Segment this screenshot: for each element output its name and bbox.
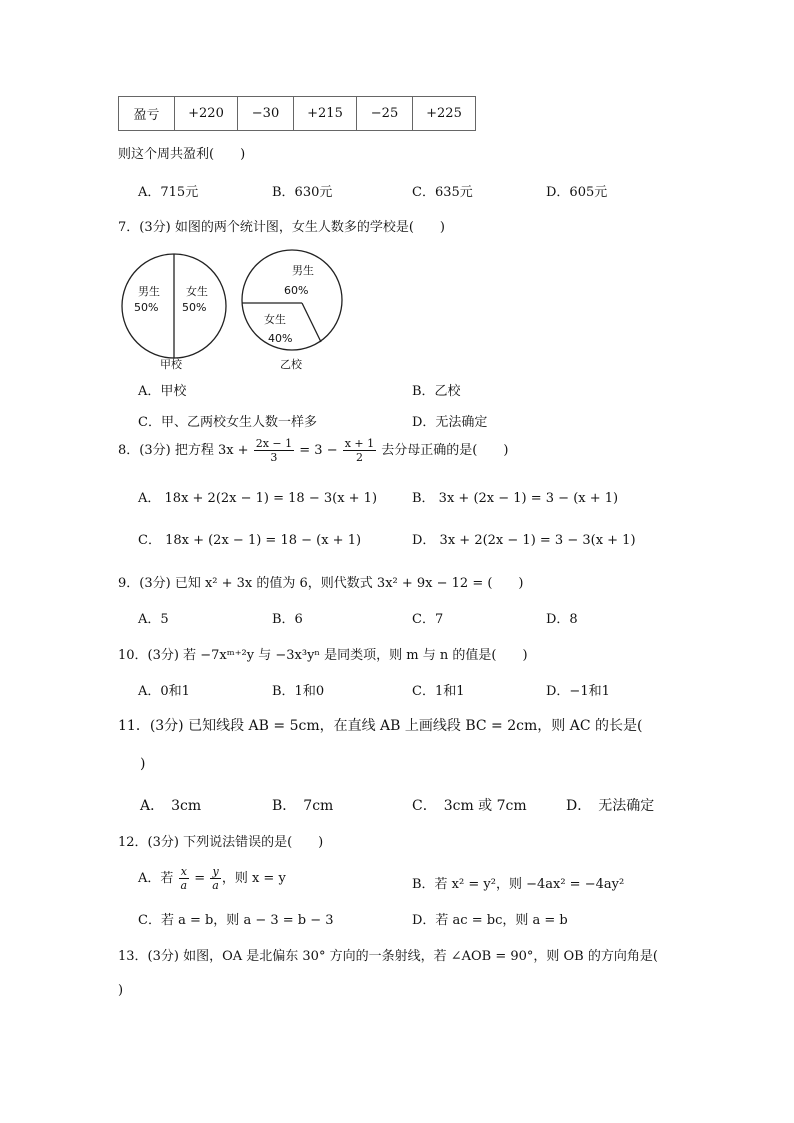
q6-option-c: C．635元 bbox=[412, 185, 473, 200]
pie-b-girl-label: 女生 bbox=[264, 313, 286, 326]
q12-option-b: B．若 x² = y²，则 −4ax² = −4ay² bbox=[412, 877, 625, 892]
q6-stem: 则这个周共盈利( ) bbox=[118, 147, 246, 162]
q12-stem: 12．(3分) 下列说法错误的是( ) bbox=[118, 835, 324, 850]
q12-option-d: D．若 ac = bc，则 a = b bbox=[412, 913, 568, 928]
q8-text-post: 去分母正确的是( ) bbox=[377, 443, 509, 458]
q10-stem: 10．(3分) 若 −7xᵐ⁺²y 与 −3x³yⁿ 是同类项，则 m 与 n 的值是( ) bbox=[118, 648, 528, 663]
q9-option-b: B．6 bbox=[272, 612, 303, 627]
q9-option-d: D．8 bbox=[546, 612, 578, 627]
q9-option-c: C．7 bbox=[412, 612, 444, 627]
table-header-cell: 盈亏 bbox=[119, 97, 175, 131]
q10-option-b: B．1和0 bbox=[272, 684, 325, 699]
q11-stem: 11．(3分) 已知线段 AB = 5cm，在直线 AB 上画线段 BC = 2cm，则 AC 的长是( bbox=[118, 718, 643, 734]
q10-option-a: A．0和1 bbox=[138, 684, 190, 699]
pie-a-girl-pct: 50% bbox=[182, 301, 207, 314]
q11-option-c: C． 3cm 或 7cm bbox=[412, 798, 527, 814]
q7-pie-charts bbox=[118, 248, 348, 373]
q8-option-d: D． 3x + 2(2x − 1) = 3 − 3(x + 1) bbox=[412, 533, 636, 548]
q10-option-c: C．1和1 bbox=[412, 684, 465, 699]
q13-stem: 13．(3分) 如图，OA 是北偏东 30° 方向的一条射线，若 ∠AOB = 90°，则 OB 的方向角是( bbox=[118, 949, 658, 964]
q8-fraction-1: $\frac{2x - 1}{3}$ bbox=[255, 437, 293, 464]
table-cell: +225 bbox=[413, 97, 476, 131]
q11-option-b: B． 7cm bbox=[272, 798, 334, 814]
q11-stem-cont: ) bbox=[140, 756, 146, 772]
q8-text-mid: = 3 − bbox=[295, 443, 342, 458]
table-cell: +220 bbox=[175, 97, 238, 131]
q11-option-a: A． 3cm bbox=[140, 798, 202, 814]
q12-fraction-1: $\frac{x}{a}$ bbox=[180, 865, 188, 892]
pie-a-boy-label: 男生 bbox=[138, 285, 160, 298]
table-cell: −25 bbox=[357, 97, 413, 131]
table-cell: −30 bbox=[238, 97, 294, 131]
pie-a-caption: 甲校 bbox=[160, 358, 182, 371]
q12-option-a: A．若 $\frac{x}{a}$ = $\frac{y}{a}$ ，则 x = y bbox=[138, 865, 286, 892]
q8-option-c: C． 18x + (2x − 1) = 18 − (x + 1) bbox=[138, 533, 362, 548]
q8-option-b: B． 3x + (2x − 1) = 3 − (x + 1) bbox=[412, 491, 619, 506]
q7-option-b: B．乙校 bbox=[412, 384, 461, 399]
q8-stem bbox=[118, 437, 508, 464]
q7-option-a: A．甲校 bbox=[138, 384, 187, 399]
q12-fraction-2: $\frac{y}{a}$ bbox=[212, 865, 219, 892]
q7-option-c: C．甲、乙两校女生人数一样多 bbox=[138, 415, 317, 430]
q12-option-c: C．若 a = b，则 a − 3 = b − 3 bbox=[138, 913, 334, 928]
q8-text-pre: 8．(3分) 把方程 3x + bbox=[118, 443, 253, 458]
table-cell: +215 bbox=[294, 97, 357, 131]
pie-b-caption: 乙校 bbox=[280, 358, 302, 371]
q10-option-d: D．−1和1 bbox=[546, 684, 610, 699]
pie-b-radius-2 bbox=[302, 303, 321, 342]
q8-option-a: A． 18x + 2(2x − 1) = 18 − 3(x + 1) bbox=[138, 491, 378, 506]
q6-option-a: A．715元 bbox=[138, 185, 199, 200]
q6-option-d: D．605元 bbox=[546, 185, 608, 200]
q9-stem: 9．(3分) 已知 x² + 3x 的值为 6，则代数式 3x² + 9x − 12 = ( ) bbox=[118, 576, 524, 591]
q9-option-a: A．5 bbox=[138, 612, 169, 627]
profit-table bbox=[118, 96, 476, 131]
q13-stem-cont: ) bbox=[118, 983, 124, 998]
pie-b-boy-pct: 60% bbox=[284, 284, 309, 297]
pie-b-girl-pct: 40% bbox=[268, 332, 293, 345]
q7-stem: 7．(3分) 如图的两个统计图，女生人数多的学校是( ) bbox=[118, 220, 445, 235]
pie-a-girl-label: 女生 bbox=[186, 285, 208, 298]
q6-option-b: B．630元 bbox=[272, 185, 333, 200]
q7-option-d: D．无法确定 bbox=[412, 415, 488, 430]
pie-b-boy-label: 男生 bbox=[292, 264, 314, 277]
q8-fraction-2: $\frac{x + 1}{2}$ bbox=[344, 437, 375, 464]
pie-a-boy-pct: 50% bbox=[134, 301, 159, 314]
q11-option-d: D． 无法确定 bbox=[566, 798, 655, 814]
